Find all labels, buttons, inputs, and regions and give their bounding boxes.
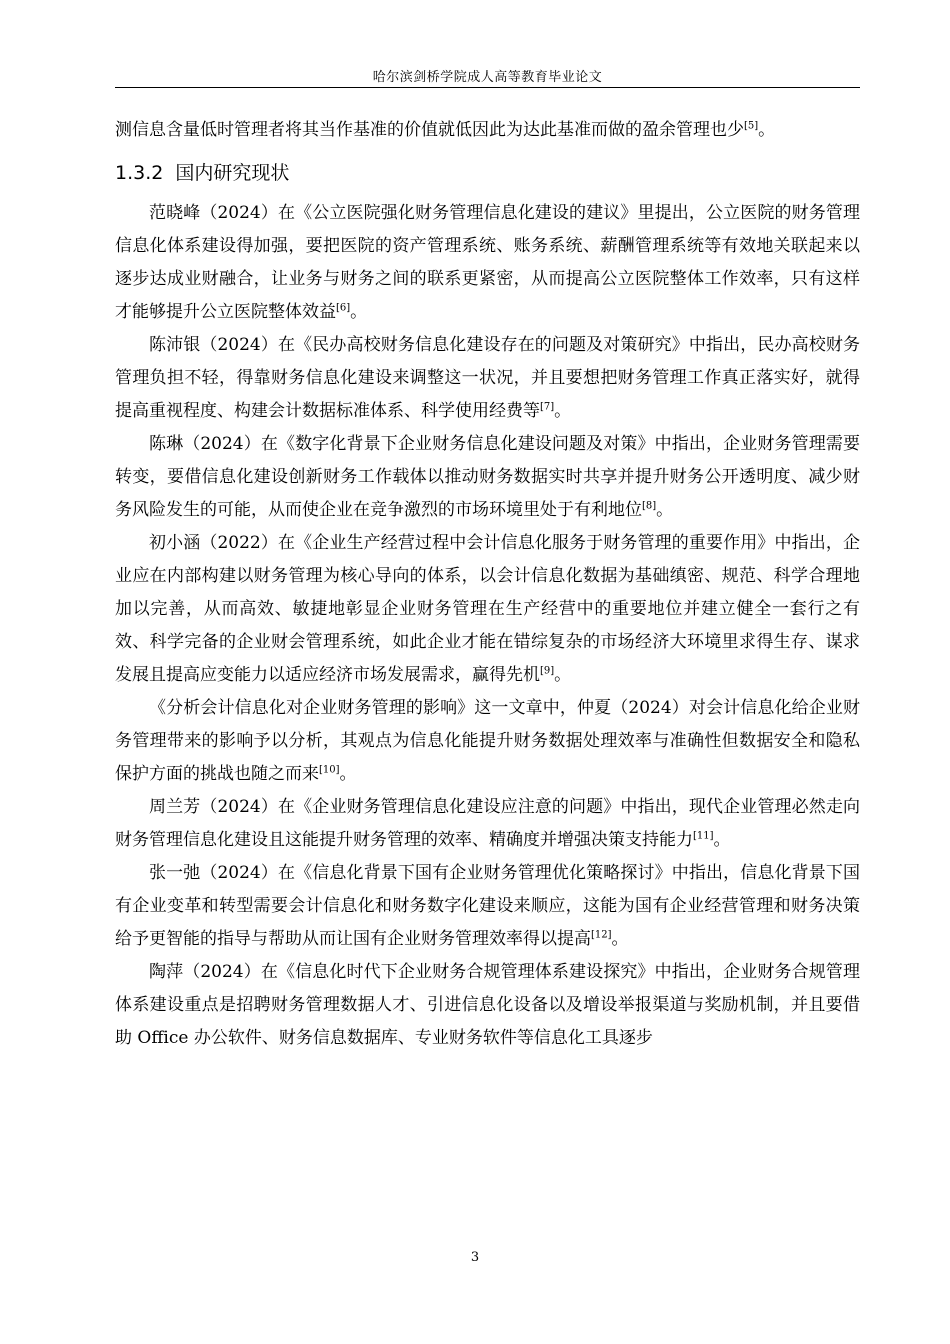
paragraph: 《分析会计信息化对企业财务管理的影响》这一文章中，仲夏（2024）对会计信息化给企业财务管理带来的影响予以分析，其观点为信息化能提升财务数据处理效率与准确性但数据安全和隐私保护方面的挑战也随之而来[10]。 (115, 698, 860, 784)
header-rule (115, 87, 860, 88)
citation: [5] (744, 120, 759, 132)
page-number: 3 (470, 1250, 480, 1265)
paragraph: 周兰芳（2024）在《企业财务管理信息化建设应注意的问题》中指出，现代企业管理必然走向财务管理信息化建设且这能提升财务管理的效率、精确度并增强决策支持能力[11]。 (115, 797, 860, 850)
page-header: 哈尔滨剑桥学院成人高等教育毕业论文 (372, 70, 603, 85)
paragraph: 张一弛（2024）在《信息化背景下国有企业财务管理优化策略探讨》中指出，信息化背景下国有企业变革和转型需要会计信息化和财务数字化建设来顺应，这能为国有企业经营管理和财务决策给予更智能的指导与帮助从而让国有企业财务管理效率得以提高[12]。 (115, 863, 860, 949)
paragraph: 陈沛银（2024）在《民办高校财务信息化建设存在的问题及对策研究》中指出，民办高校财务管理负担不轻，得靠财务信息化建设来调整这一状况，并且要想把财务管理工作真正落实好，就得提高重视程度、构建会计数据标准体系、科学使用经费等[7]。 (115, 335, 860, 421)
paragraph: 初小涵（2022）在《企业生产经营过程中会计信息化服务于财务管理的重要作用》中指出，企业应在内部构建以财务管理为核心导向的体系，以会计信息化数据为基础缜密、规范、科学合理地加以完善，从而高效、敏捷地彰显企业财务管理在生产经营中的重要地位并建立健全一套行之有效、科学完备的企业财会管理系统，如此企业才能在错综复杂的市场经济大环境里求得生存、谋求发展且提高应变能力以适应经济市场发展需求，赢得先机[9]。 (115, 533, 860, 685)
paragraph: 陶萍（2024）在《信息化时代下企业财务合规管理体系建设探究》中指出，企业财务合规管理体系建设重点是招聘财务管理数据人才、引进信息化设备以及增设举报渠道与奖励机制，并且要借助 Office 办公软件、财务信息数据库、专业财务软件等信息化工具逐步 (115, 962, 860, 1048)
citation: [11] (693, 830, 714, 842)
document-body (115, 114, 860, 1055)
citation: [8] (642, 500, 657, 512)
section-title: 国内研究现状 (175, 162, 290, 184)
continued-paragraph: 测信息含量低时管理者将其当作基准的价值就低因此为达此基准而做的盈余管理也少[5]。 (115, 120, 776, 140)
paragraph: 范晓峰（2024）在《公立医院强化财务管理信息化建设的建议》里提出，公立医院的财务管理信息化体系建设得加强，要把医院的资产管理系统、账务系统、薪酬管理系统等有效地关联起来以逐步达成业财融合，让业务与财务之间的联系更紧密，从而提高公立医院整体工作效率，只有这样才能够提升公立医院整体效益[6]。 (115, 203, 860, 322)
citation: [10] (319, 764, 340, 776)
section-number: 1.3.2 (115, 162, 164, 184)
section-heading (115, 153, 860, 193)
citation: [9] (540, 665, 555, 677)
citation: [12] (591, 929, 612, 941)
paragraph: 陈琳（2024）在《数字化背景下企业财务信息化建设问题及对策》中指出，企业财务管理需要转变，要借信息化建设创新财务工作载体以推动财务数据实时共享并提升财务公开透明度、减少财务风险发生的可能，从而使企业在竞争激烈的市场环境里处于有利地位[8]。 (115, 434, 860, 520)
citation: [6] (336, 302, 351, 314)
citation: [7] (540, 401, 555, 413)
